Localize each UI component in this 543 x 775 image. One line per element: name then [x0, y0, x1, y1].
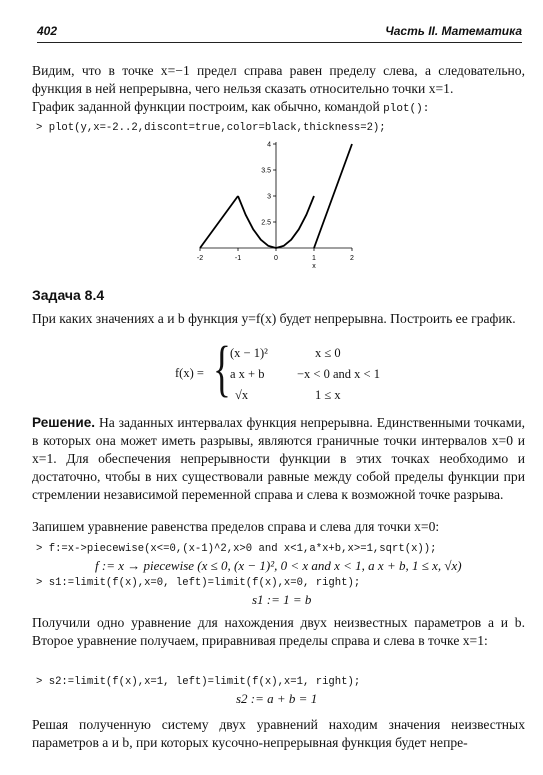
y-tick-label: 3 — [267, 193, 271, 201]
task-title: Задача 8.4 — [32, 287, 105, 303]
formula-expr-1: (x − 1)² — [230, 346, 268, 360]
output-piecewise: f := x → piecewise (x ≤ 0, (x − 1)², 0 < x and x < 1, a x + b, 1 ≤ x, √x) — [95, 558, 462, 573]
page-header — [37, 20, 522, 43]
x-tick-label: 1 — [312, 255, 316, 262]
plot-command: plot(): — [383, 103, 430, 115]
y-tick-label: 4 — [267, 141, 271, 149]
formula-brace: { — [213, 335, 231, 403]
code-piecewise: > f:=x->piecewise(x<=0,(x-1)^2,x>0 and x<1,a*x+b,x>=1,sqrt(x)); — [36, 543, 437, 555]
paragraph-continuity: Видим, что в точке x=−1 предел справа равен пределу слева, а следовательно, функция в ней непрерывна, чего нельзя сказать относительно точки x=1. — [32, 63, 525, 96]
formula-expr-3: √x — [235, 388, 249, 402]
task-text: При каких значениях a и b функция y=f(x) будет непрерывна. Построить ее график. — [32, 311, 516, 326]
x-tick-label: -2 — [196, 255, 204, 262]
code-limit-s1: > s1:=limit(f(x),x=0, left)=limit(f(x),x=0, right); — [36, 577, 361, 589]
page-number: 402 — [37, 24, 58, 38]
formula-cond-3: 1 ≤ x — [315, 388, 341, 402]
formula-lhs: f(x) = — [175, 366, 204, 380]
paragraph-plot-intro — [32, 98, 525, 118]
solution-label: Решение. — [32, 415, 96, 430]
code-plot: > plot(y,x=-2..2,discont=true,color=black,thickness=2); — [36, 122, 386, 134]
x-tick-label: 2 — [350, 255, 354, 262]
piecewise-formula — [175, 335, 395, 406]
formula-cond-2: −x < 0 and x < 1 — [297, 367, 380, 381]
output-s1: s1 := 1 = b — [252, 592, 312, 607]
paragraph-last: Решая полученную систему двух уравнений находим значения неизвестных параметров a и b, при которых кусочно-непрерывная функция будет непре- — [32, 717, 525, 750]
y-tick-label: 2.5 — [261, 219, 271, 227]
formula-cond-1: x ≤ 0 — [315, 346, 341, 360]
function-plot — [190, 136, 370, 274]
y-tick-label: 3.5 — [261, 167, 271, 175]
x-tick-label: -1 — [234, 255, 242, 262]
series-line-right — [314, 144, 352, 248]
paragraph-eq1: Запишем уравнение равенства пределов справа и слева для точки x=0: — [32, 519, 440, 534]
part-title: Часть II. Математика — [385, 24, 522, 38]
formula-expr-2: a x + b — [230, 367, 265, 381]
paragraph-solution — [32, 414, 525, 504]
plot-intro-text: График заданной функции построим, как обычно, командой — [32, 99, 384, 114]
paragraph-eq2: Получили одно уравнение для нахождения двух неизвестных параметров a и b. Второе уравнение получаем, приравнивая пределы справа и слева в точке x=1: — [32, 615, 525, 648]
solution-text: На заданных интервалах функция непрерывна. Единственными точками, в которых она может иметь разрывы, являются граничные точки интервалов x=0 и x=1. Для обеспечения непрерывности функции в этих точках необходимо и достаточно, чтобы в них существовали равные между собой пределы функции при стремлении независимой переменной справа и слева к возможной точке разрыва. — [32, 415, 525, 502]
output-s2: s2 := a + b = 1 — [236, 691, 318, 706]
series-line-left — [200, 196, 238, 248]
code-limit-s2: > s2:=limit(f(x),x=1, left)=limit(f(x),x=1, right); — [36, 676, 361, 688]
x-tick-label: 0 — [274, 255, 278, 262]
x-axis-label: x — [312, 263, 316, 270]
